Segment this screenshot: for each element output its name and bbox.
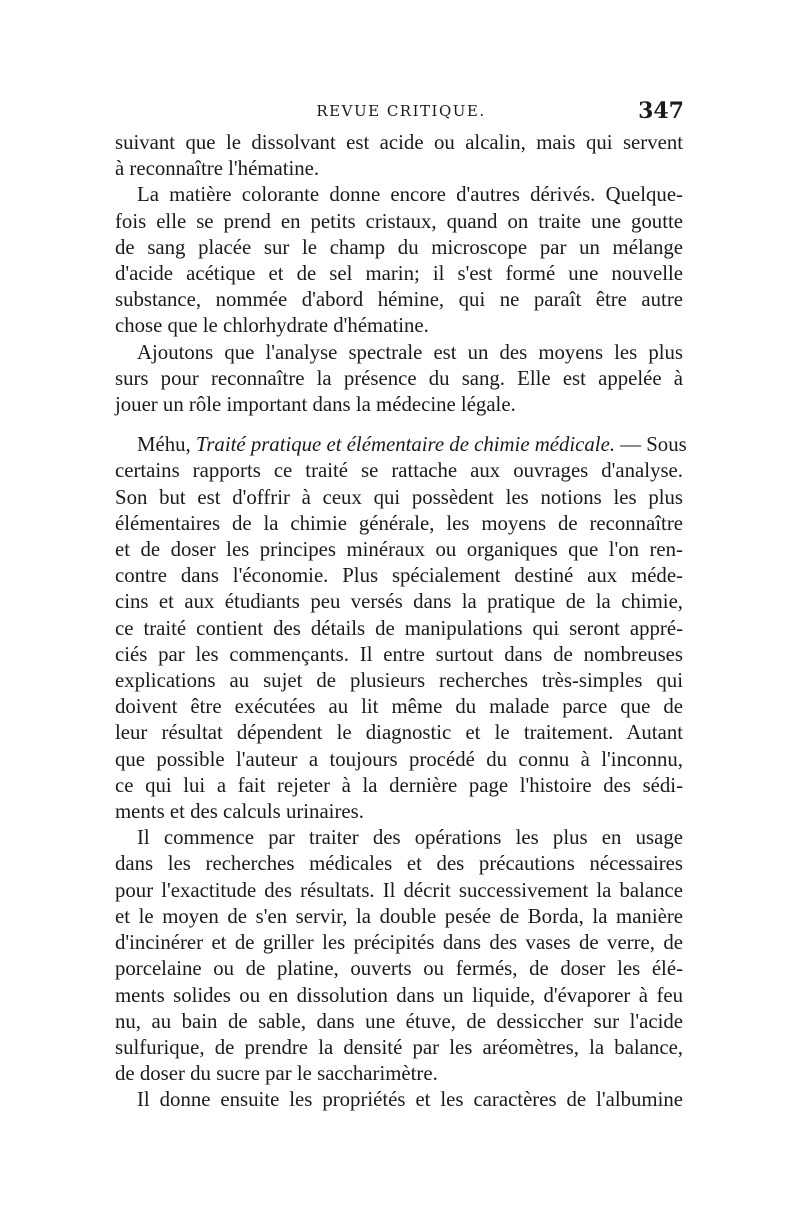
- body-text: [115, 130, 687, 1114]
- review-author: Méhu,: [137, 433, 196, 457]
- text-line: Son but est d'offrir à ceux qui possèdent les notions les plus: [115, 485, 683, 509]
- text-line: surs pour reconnaître la présence du sang. Elle est appelée à: [115, 366, 683, 390]
- text-line: et de doser les principes minéraux ou organiques que l'on ren-: [115, 538, 683, 562]
- text-line: sulfurique, de prendre la densité par les aréomètres, la balance,: [115, 1035, 683, 1059]
- review-book-title: Traité pratique et élémentaire de chimie médicale.: [195, 433, 616, 457]
- text-line: de sang placée sur le champ du microscope par un mélange: [115, 235, 683, 259]
- text-line: substance, nommée d'abord hémine, qui ne paraît être autre: [115, 288, 683, 312]
- text-line: suivant que le dissolvant est acide ou alcalin, mais qui servent: [115, 131, 683, 154]
- text-line: doivent être exécutées au lit même du malade parce que de: [115, 695, 683, 719]
- text-line: ments solides ou en dissolution dans un liquide, d'évaporer à feu: [115, 983, 683, 1007]
- review-paragraph: [115, 432, 687, 825]
- text-line: fois elle se prend en petits cristaux, quand on traite une goutte: [115, 209, 683, 233]
- text-line: d'acide acétique et de sel marin; il s'est formé une nouvelle: [115, 262, 683, 286]
- text-line: jouer un rôle important dans la médecine légale.: [115, 393, 516, 417]
- paragraph: [115, 825, 683, 1087]
- text-line: ciés par les commençants. Il entre surtout dans de nombreuses: [115, 642, 683, 666]
- text-line: Il donne ensuite les propriétés et les caractères de l'albumine: [137, 1088, 683, 1112]
- text-line: leur résultat dépendent le diagnostic et le traitement. Autant: [115, 721, 683, 745]
- text-line: élémentaires de la chimie générale, les moyens de reconnaître: [115, 511, 683, 535]
- text-line: Il commence par traiter des opérations les plus en usage: [137, 826, 683, 850]
- text-line: nu, au bain de sable, dans une étuve, de dessiccher sur l'acide: [115, 1009, 683, 1033]
- text-line: chose que le chlorhydrate d'hématine.: [115, 314, 429, 338]
- text-line: Ajoutons que l'analyse spectrale est un des moyens les plus: [137, 340, 683, 364]
- text-line: cins et aux étudiants peu versés dans la pratique de la chimie,: [115, 590, 683, 614]
- text-line: d'incinérer et de griller les précipités dans des vases de verre, de: [115, 931, 683, 955]
- paragraph-gap: [115, 418, 683, 432]
- review-first-line: [115, 432, 687, 458]
- text-line: dans les recherches médicales et des précautions nécessaires: [115, 852, 683, 876]
- paragraph: [115, 182, 683, 339]
- text-line: contre dans l'économie. Plus spécialement destiné aux méde-: [115, 564, 683, 588]
- text-line: certains rapports ce traité se rattache aux ouvrages d'analyse.: [115, 459, 683, 483]
- text-line: pour l'exactitude des résultats. Il décrit successivement la balance: [115, 878, 683, 902]
- text-line: ments et des calculs urinaires.: [115, 800, 364, 824]
- review-dash-text: — Sous: [615, 433, 687, 457]
- text-line: que possible l'auteur a toujours procédé du connu à l'inconnu,: [115, 747, 683, 771]
- text-line: ce qui lui a fait rejeter à la dernière page l'histoire des sédi-: [115, 773, 683, 797]
- text-line: de doser du sucre par le saccharimètre.: [115, 1062, 438, 1086]
- paragraph: [115, 130, 683, 182]
- paragraph: [115, 340, 683, 419]
- text-line: La matière colorante donne encore d'autres dérivés. Quelque-: [137, 183, 683, 207]
- text-line: porcelaine ou de platine, ouverts ou fermés, de doser les élé-: [115, 957, 683, 981]
- text-line: explications au sujet de plusieurs recherches très-simples qui: [115, 669, 683, 693]
- text-line: et le moyen de s'en servir, la double pesée de Borda, la manière: [115, 904, 683, 928]
- running-title: REVUE CRITIQUE.: [316, 102, 486, 120]
- paragraph: [115, 1087, 683, 1113]
- text-line: ce traité contient des détails de manipulations qui seront appré-: [115, 616, 683, 640]
- page-number: 347: [638, 98, 684, 124]
- page-header: [118, 98, 684, 128]
- text-line: à reconnaître l'hématine.: [115, 157, 320, 181]
